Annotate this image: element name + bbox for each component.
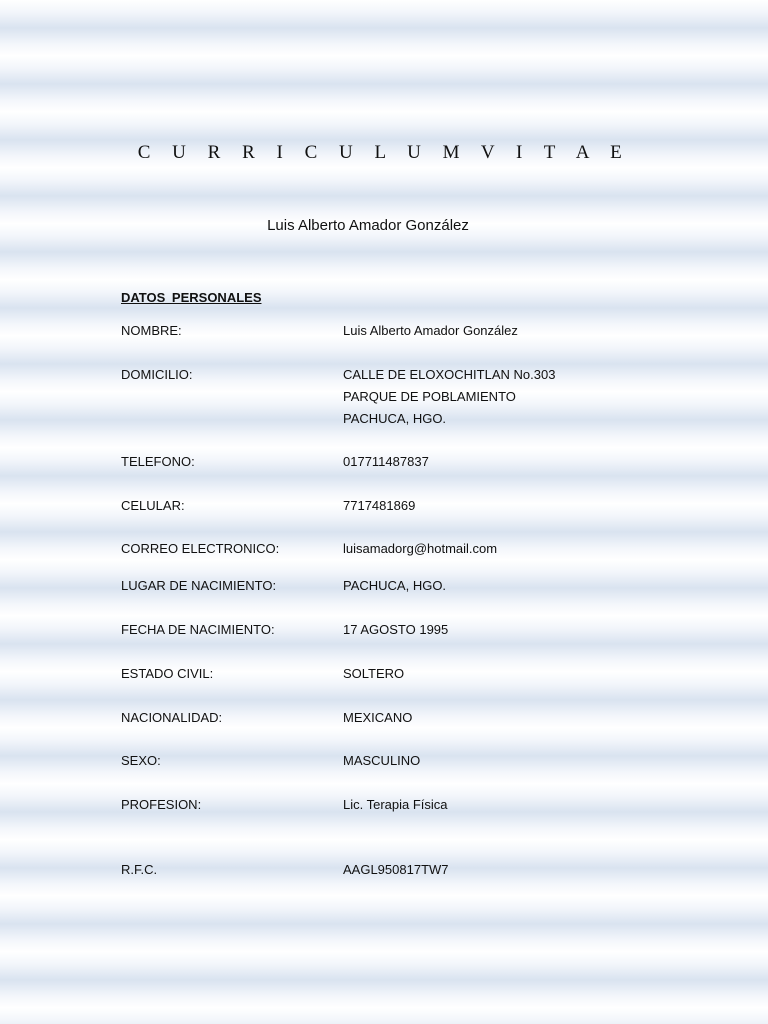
field-label: CELULAR: [121, 498, 185, 513]
field-label: ESTADO CIVIL: [121, 666, 214, 681]
field-label: DOMICILIO: [121, 367, 193, 382]
field-value: Luis Alberto Amador González [343, 323, 518, 338]
field-label: LUGAR DE NACIMIENTO: [121, 578, 277, 593]
field-label: PROFESION: [121, 797, 202, 812]
field-value: 7717481869 [343, 498, 416, 513]
field-value: MEXICANO [343, 710, 413, 725]
field-value: PACHUCA, HGO. [343, 578, 447, 593]
field-value-address [343, 364, 555, 430]
field-value: SOLTERO [343, 666, 405, 681]
field-value: MASCULINO [343, 753, 421, 768]
address-line: CALLE DE ELOXOCHITLAN No.303 [343, 367, 556, 382]
field-label: FECHA DE NACIMIENTO: [121, 622, 275, 637]
field-label: CORREO ELECTRONICO: [121, 541, 280, 556]
field-value: Lic. Terapia Física [343, 797, 448, 812]
address-line: PACHUCA, HGO. [343, 411, 447, 426]
section-heading-datos-personales: DATOS PERSONALES [121, 290, 262, 305]
person-name: Luis Alberto Amador González [267, 217, 469, 234]
field-value: AAGL950817TW7 [343, 862, 449, 877]
email-value: luisamadorg@hotmail.com [343, 541, 498, 556]
field-value: 017711487837 [343, 454, 429, 469]
field-label: SEXO: [121, 753, 161, 768]
field-label: NOMBRE: [121, 323, 182, 338]
document-title: C U R R I C U L U M V I T A E [137, 142, 631, 163]
field-label: NACIONALIDAD: [121, 710, 223, 725]
field-label: R.F.C. [121, 862, 158, 877]
field-value: 17 AGOSTO 1995 [343, 622, 449, 637]
address-line: PARQUE DE POBLAMIENTO [343, 389, 516, 404]
field-label: TELEFONO: [121, 454, 195, 469]
